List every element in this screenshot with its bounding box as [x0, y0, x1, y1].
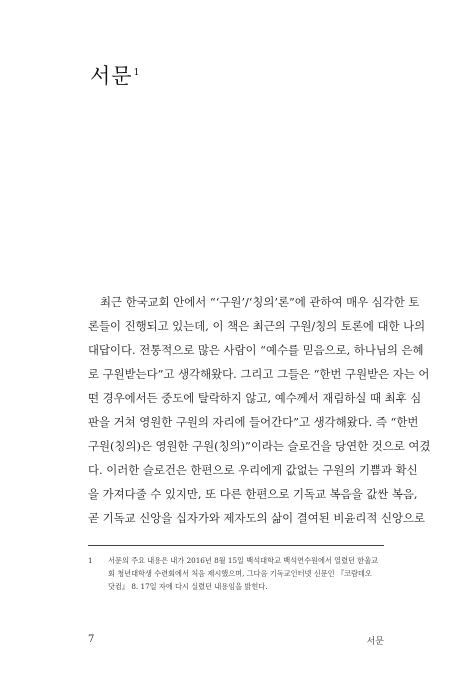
body-line: 다. 이러한 슬로건은 한편으로 우리에게 값없는 구원의 기쁨과 확신: [88, 463, 418, 477]
page-number: 7: [88, 634, 95, 645]
footnote-reference: 1: [133, 68, 141, 78]
body-line: 대답이다. 전통적으로 많은 사람이 “예수를 믿음으로, 하나님의 은혜: [88, 343, 424, 357]
body-line: 떤 경우에서든 중도에 탈락하지 않고, 예수께서 재림하실 때 최후 심: [88, 391, 422, 405]
body-paragraph: [88, 290, 431, 530]
body-line: 최근 한국교회 안에서 “‘구원’/‘칭의’론”에 관하여 매우 심각한 토: [100, 295, 420, 309]
footnote-number: 1: [88, 556, 93, 565]
running-title: 서문: [366, 637, 384, 647]
footnote-line: 회 청년대학생 수련회에서 처음 제시했으며, 그다음 기독교인터넷 신문인 『코람데오: [108, 569, 372, 578]
footnote: [88, 554, 384, 593]
chapter-title: [90, 60, 140, 90]
footnote-line: 서문의 주요 내용은 내가 2016년 8월 15일 백석대학교 백석연수원에서 열렸던 한울교: [108, 556, 379, 565]
body-line: 론들이 진행되고 있는데, 이 책은 최근의 구원/칭의 토론에 대한 나의: [88, 319, 426, 333]
footnote-divider: [88, 545, 384, 546]
chapter-title-text: 서문: [90, 64, 133, 88]
body-line: 곧 기독교 신앙을 십자가와 제자도의 삶이 결여된 비윤리적 신앙으로: [88, 511, 426, 525]
body-line: 구원(칭의)은 영원한 구원(칭의)”이라는 슬로건을 당연한 것으로 여겼: [88, 439, 431, 453]
footnote-text: [88, 554, 384, 593]
footnote-line: 닷컴』 8. 17일 자에 다시 실렸던 내용임을 밝힌다.: [108, 582, 268, 591]
body-line: 로 구원받는다”고 생각해왔다. 그리고 그들은 “한번 구원받은 자는 어: [88, 367, 430, 381]
body-line: 을 가져다줄 수 있지만, 또 다른 한편으로 기독교 복음을 값싼 복음,: [88, 487, 418, 501]
body-line: 판을 거쳐 영원한 구원의 자리에 들어간다”고 생각해왔다. 즉 “한번: [88, 415, 419, 429]
